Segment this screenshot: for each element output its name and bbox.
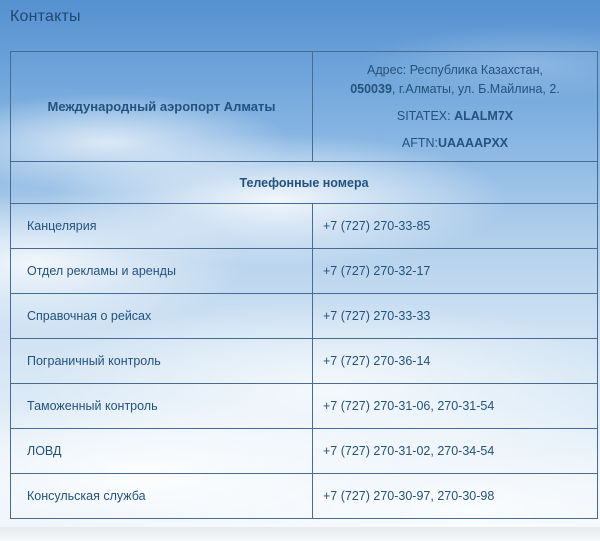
contact-phone: +7 (727) 270-30-97, 270-30-98 (313, 474, 598, 519)
postal-address (321, 61, 589, 99)
aftn-label: AFTN: (401, 135, 438, 150)
address-cell (313, 52, 598, 162)
contact-label: Таможенный контроль (11, 384, 313, 429)
contact-label: Консульская служба (11, 474, 313, 519)
contact-label: Отдел рекламы и аренды (11, 249, 313, 294)
address-line-2 (321, 80, 589, 99)
page-bottom-strip (0, 527, 600, 541)
postal-code: 050039 (350, 81, 392, 96)
contact-phone: +7 (727) 270-33-85 (313, 204, 598, 249)
phones-header: Телефонные номера (11, 162, 598, 204)
table-row (11, 249, 598, 294)
table-row (11, 384, 598, 429)
aftn-value: UAAAAPXX (437, 135, 509, 150)
address-line-1: Адрес: Республика Казахстан, (367, 62, 543, 77)
contact-label: Справочная о рейсах (11, 294, 313, 339)
phones-header-row (11, 162, 598, 204)
aftn-line (321, 134, 589, 153)
contact-label: Канцелярия (11, 204, 313, 249)
contact-label: Пограничный контроль (11, 339, 313, 384)
address-rest: , г.Алматы, ул. Б.Майлина, 2. (391, 81, 560, 96)
table-row (11, 204, 598, 249)
page-title: Контакты (10, 8, 81, 25)
table-row (11, 474, 598, 519)
airport-info-row (11, 52, 598, 162)
contact-label: ЛОВД (11, 429, 313, 474)
sitatex-label: SITATEX: (396, 108, 451, 123)
table-row (11, 339, 598, 384)
org-name-cell (11, 52, 313, 162)
contact-phone: +7 (727) 270-32-17 (313, 249, 598, 294)
table-row (11, 429, 598, 474)
table-row (11, 294, 598, 339)
contacts-table (10, 51, 598, 519)
contact-phone: +7 (727) 270-31-06, 270-31-54 (313, 384, 598, 429)
sitatex-value: ALALM7X (454, 108, 514, 123)
contact-phone: +7 (727) 270-33-33 (313, 294, 598, 339)
sitatex-line (321, 107, 589, 126)
org-name: Международный аэропорт Алматы (47, 99, 276, 114)
contact-phone: +7 (727) 270-36-14 (313, 339, 598, 384)
contact-phone: +7 (727) 270-31-02, 270-34-54 (313, 429, 598, 474)
